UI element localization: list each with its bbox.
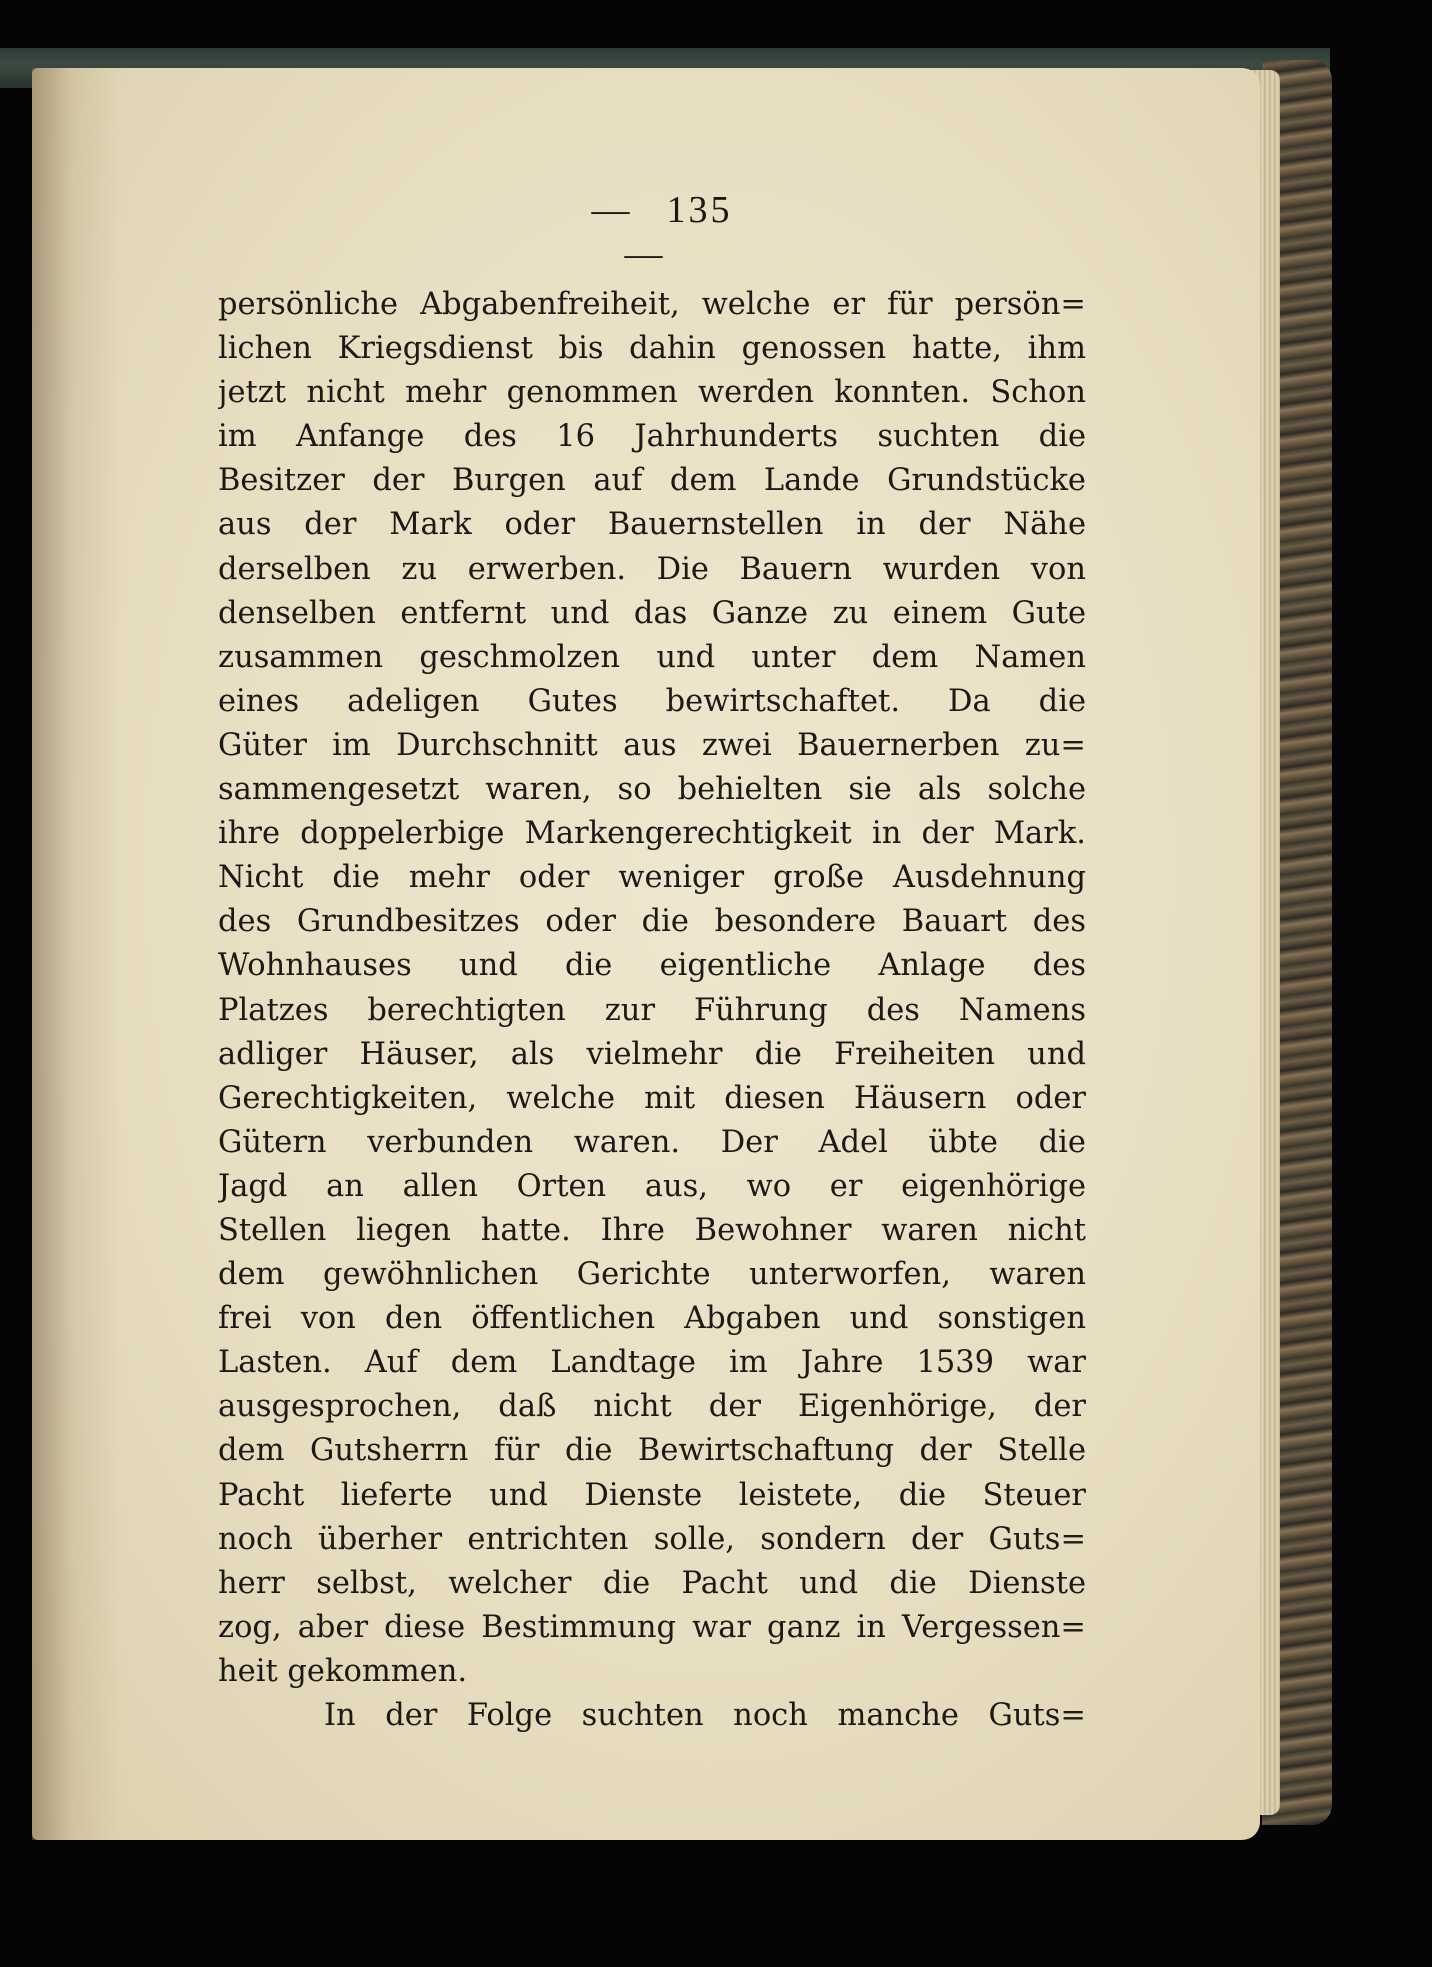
text-line: adliger Häuser, als vielmehr die Freiheiten und (218, 1036, 1086, 1072)
header-dash-left: — (591, 189, 633, 231)
text-line: Jagd an allen Orten aus, wo er eigenhörige (218, 1168, 1086, 1204)
text-line: Pacht lieferte und Dienste leistete, die Steuer (218, 1477, 1086, 1513)
text-line: noch überher entrichten solle, sondern der Guts= (218, 1521, 1086, 1557)
text-line: dem Gutsherrn für die Bewirtschaftung der Stelle (218, 1433, 1086, 1469)
text-line: aus der Mark oder Bauernstellen in der Nähe (218, 507, 1086, 543)
text-line: ihre doppelerbige Markengerechtigkeit in der Mark. (218, 816, 1086, 852)
text-line: Besitzer der Burgen auf dem Lande Grundstücke (218, 463, 1086, 499)
text-line: derselben zu erwerben. Die Bauern wurden von (218, 551, 1086, 587)
text-line: ausgesprochen, daß nicht der Eigenhörige, der (218, 1389, 1086, 1425)
text-line: herr selbst, welcher die Pacht und die Dienste (218, 1565, 1086, 1601)
text-line: eines adeligen Gutes bewirtschaftet. Da die (218, 683, 1086, 719)
text-line: lichen Kriegsdienst bis dahin genossen hatte, ihm (218, 331, 1086, 367)
text-line: sammengesetzt waren, so behielten sie als solche (218, 772, 1086, 808)
text-line: des Grundbesitzes oder die besondere Bauart des (218, 904, 1086, 940)
header-dash-right: — (624, 233, 666, 275)
text-line: persönliche Abgabenfreiheit, welche er für persön= (218, 287, 1086, 322)
text-line: jetzt nicht mehr genommen werden konnten. Schon (218, 375, 1086, 411)
text-line: Gerechtigkeiten, welche mit diesen Häusern oder (218, 1080, 1086, 1116)
text-line: Lasten. Auf dem Landtage im Jahre 1539 war (218, 1345, 1086, 1381)
text-line: zusammen geschmolzen und unter dem Namen (218, 639, 1086, 675)
text-line: Nicht die mehr oder weniger große Ausdehnung (218, 860, 1086, 896)
text-line: Platzes berechtigten zur Führung des Namens (218, 992, 1086, 1028)
text-line: denselben entfernt und das Ganze zu einem Gute (218, 595, 1086, 631)
text-line: Güter im Durchschnitt aus zwei Bauernerben zu= (218, 727, 1086, 763)
text-line: Stellen liegen hatte. Ihre Bewohner waren nicht (218, 1212, 1086, 1248)
text-line: zog, aber diese Bestimmung war ganz in Vergessen= (218, 1609, 1086, 1645)
text-line: dem gewöhnlichen Gerichte unterworfen, waren (218, 1257, 1086, 1293)
page-gutter-shadow (32, 68, 122, 1840)
page-header (515, 188, 775, 276)
page-number: 135 (666, 189, 733, 231)
text-line: In der Folge suchten noch manche Guts= (324, 1698, 1086, 1733)
text-line: Wohnhauses und die eigentliche Anlage des (218, 948, 1086, 984)
text-line: Gütern verbunden waren. Der Adel übte die (218, 1124, 1086, 1160)
body-text (218, 283, 1086, 1738)
text-line: frei von den öffentlichen Abgaben und sonstigen (218, 1301, 1086, 1337)
text-line: heit gekommen. (218, 1653, 468, 1689)
text-line: im Anfange des 16 Jahrhunderts suchten die (218, 419, 1086, 455)
